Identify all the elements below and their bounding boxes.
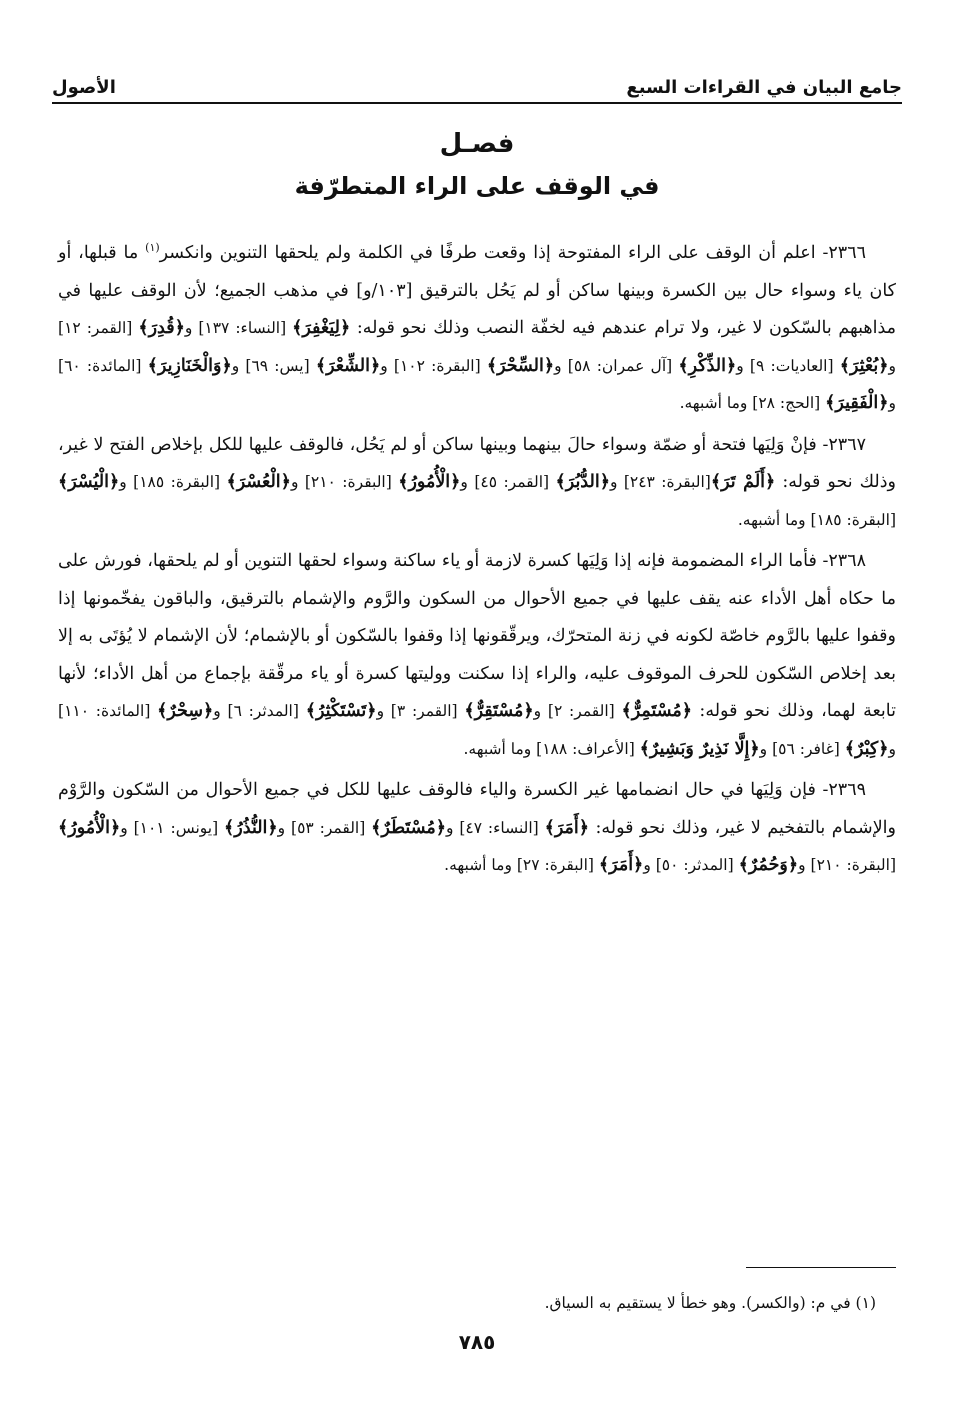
verse-reference: [غافر: ٥٦] و <box>759 739 845 758</box>
paragraph-number: ٢٣٦٨ <box>828 551 866 571</box>
quran-quote: ﴿السِّحْرَ﴾ <box>486 355 555 376</box>
verse-reference: [القمر: ٥٣] و <box>277 818 372 837</box>
verse-reference: [البقرة: ١٠٢] و <box>380 356 487 375</box>
paragraph-2367 <box>58 427 896 540</box>
paragraph-2369 <box>58 772 896 885</box>
section-label: الأصول <box>52 77 116 98</box>
paragraph-2368 <box>58 543 896 768</box>
paragraph-number: ٢٣٦٧ <box>828 434 866 455</box>
paragraph-text: - فإن وَلِيَها في حال انضمامها غير الكسرة والياء فالوقف عليها للكل في جميع الأحوال من السّكون والرَّوْم والإشمام بالتفخيم لا غير، وذلك نحو قوله: <box>58 780 896 838</box>
chapter-subtitle: في الوقف على الراء المتطرّفة <box>294 172 660 200</box>
quran-quote: ﴿الْيُسْرَ﴾ <box>58 472 120 492</box>
quran-quote: ﴿مُسْتَطَرٌ﴾ <box>371 817 446 838</box>
quran-quote: ﴿الْأُمُورُ﴾ <box>58 817 121 838</box>
verse-reference: [القمر: ٣] و <box>376 702 465 720</box>
verse-reference: [يس: ٦٩] و <box>231 356 316 375</box>
verse-reference: [العاديات: ٩] و <box>736 356 840 375</box>
quran-quote: ﴿سِحْرٌ﴾ <box>157 701 214 721</box>
section-heading <box>52 124 902 206</box>
quran-quote: ﴿الذِّكْرِ﴾ <box>678 355 737 376</box>
paragraph-text: ما قبلها، أو كان ياء وسواء حال بين الكسرة وبينها ساكن أو لم يَحُل بالترقيق [١٠٣/و] في مذهب الجميع؛ لأن الوقف عليها في مذاهبهم بالسّكون لا غير، ولا ترام عندهم فيه لخفّة النصب وذلك نحو قوله: <box>58 243 897 338</box>
paragraph-text: - فأما الراء المضمومة فإنه إذا وَلِيَها كسرة لازمة أو ياء ساكنة وسواء لحقها التنوين أو لم يلحقها، فورش على ما حكاه أهل الأداء عنه يقف عليها في جميع الأحوال من السكون والرَّوم والإشمام بالترقيق، والباقون يفخّمونها إذا وقفوا عليها بالرَّوم خاصّة لكونه في زنة المتحرّك، ويرقّقونها إذا وقفوا بالسّكون أو بالإشمام؛ لأن الإشمام لا يُؤتَى به إلا بعد إخلاص السّكون للحرف الموقوف عليه، والراء إذا سكنت ووليتها كسرة أو ياء مرقّقة بإجماع من أهل الأداء؛ لأنها تابعة لهما، وذلك نحو قوله: <box>58 551 896 721</box>
page-number: ٧٨٥ <box>458 1330 496 1354</box>
verse-reference: [البقرة: ٢١٠] و <box>798 856 896 874</box>
body-text <box>58 235 896 889</box>
book-title: جامع البيان في القراءات السبع <box>626 77 902 98</box>
quran-quote: ﴿إِلَّا نَذِيرٌ وَبَشِيرٌ﴾ <box>639 738 760 759</box>
quran-quote: ﴿الْعُسْرَ﴾ <box>226 472 291 492</box>
paragraph-2366 <box>58 235 896 423</box>
quran-quote: ﴿أَمَرَ﴾ <box>598 855 644 875</box>
paragraph-text: - اعلم أن الوقف على الراء المفتوحة إذا وقعت طرفًا في الكلمة ولم يلحقها التنوين وانكسر <box>159 243 829 263</box>
footnote-mark: (١) <box>855 1294 876 1312</box>
verse-reference: [البقرة: ٢٤٣] و <box>609 473 711 491</box>
chapter-title: فصـل <box>439 129 515 159</box>
quran-quote: ﴿مُسْتَمِرٌّ﴾ <box>621 701 693 721</box>
verse-reference: [آل عمران: ٥٨] و <box>554 356 679 375</box>
header-rule <box>52 102 902 104</box>
quran-quote: ﴿تَسْتَكْثِرُ﴾ <box>305 701 377 721</box>
quran-quote: ﴿بُعْثِرَ﴾ <box>839 355 889 376</box>
quran-quote: ﴿الْأُمُورُ﴾ <box>398 472 461 492</box>
footnote-reference[interactable]: (١) <box>145 241 160 255</box>
verse-reference: [القمر: ١٢] و <box>58 319 896 375</box>
quran-quote: ﴿الدُّبُرَ﴾ <box>555 472 610 492</box>
verse-reference: [المائدة: ١١٠] و <box>58 702 896 758</box>
verse-reference: [النساء: ٤٧] و <box>445 818 545 837</box>
verse-reference: [النساء: ١٣٧] و <box>184 319 293 337</box>
paragraph-number: ٢٣٦٦ <box>828 243 866 263</box>
running-header <box>52 62 902 98</box>
quran-quote: ﴿قُدِرَ﴾ <box>138 318 185 338</box>
verse-reference: [الأعراف: ١٨٨] وما أشبهه. <box>463 739 640 758</box>
verse-reference: [الحج: ٢٨] وما أشبهه. <box>679 394 826 412</box>
quran-quote: ﴿أَلَمْ تَرَ﴾ <box>710 472 776 492</box>
quran-quote: ﴿كِبْرٌ﴾ <box>844 738 889 759</box>
paragraph-number: ٢٣٦٩ <box>828 780 866 800</box>
verse-reference: [البقرة: ٢٧] وما أشبهه. <box>444 856 599 874</box>
verse-reference: [القمر: ٤٥] و <box>460 473 556 491</box>
quran-quote: ﴿وَحُمُرٌ﴾ <box>738 855 799 875</box>
verse-reference: [البقرة: ١٨٥] و <box>119 473 227 491</box>
verse-reference: [المدثر: ٥٠] و <box>643 856 739 874</box>
verse-reference: [البقرة: ٢١٠] و <box>290 473 399 491</box>
verse-reference: [المدثر: ٦] و <box>213 702 306 720</box>
verse-reference: [يونس: ١٠١] و <box>120 818 225 837</box>
footnote-text: في م: (والكسر). وهو خطأ لا يستقيم به السياق. <box>544 1294 856 1312</box>
quran-quote: ﴿مُسْتَقِرٌّ﴾ <box>464 701 534 721</box>
quran-quote: ﴿النُّذُرُ﴾ <box>224 817 278 838</box>
paragraph-text: - فإنْ وَلِيَها فتحة أو ضمّة وسواء حالَ بينهما وبينها ساكن أو لم يَحُل، فالوقف عليها للكل بإخلاص الفتح لا غير، وذلك نحو قوله: <box>58 434 896 492</box>
verse-reference: [البقرة: ١٨٥] وما أشبهه. <box>737 510 896 529</box>
quran-quote: ﴿الشِّعْرَ﴾ <box>315 355 381 376</box>
quran-quote: ﴿أَمَرَ﴾ <box>544 817 590 838</box>
quran-quote: ﴿الْفَقِيرَ﴾ <box>825 393 889 413</box>
footnote-rule <box>746 1267 896 1268</box>
footnote <box>58 1290 876 1316</box>
quran-quote: ﴿لِيَغْفِرَ﴾ <box>292 318 351 338</box>
quran-quote: ﴿وَالْخَنَازِيرَ﴾ <box>147 355 232 376</box>
verse-reference: [القمر: ٢] و <box>533 702 622 720</box>
verse-reference: [المائدة: ٦٠] و <box>58 356 896 412</box>
